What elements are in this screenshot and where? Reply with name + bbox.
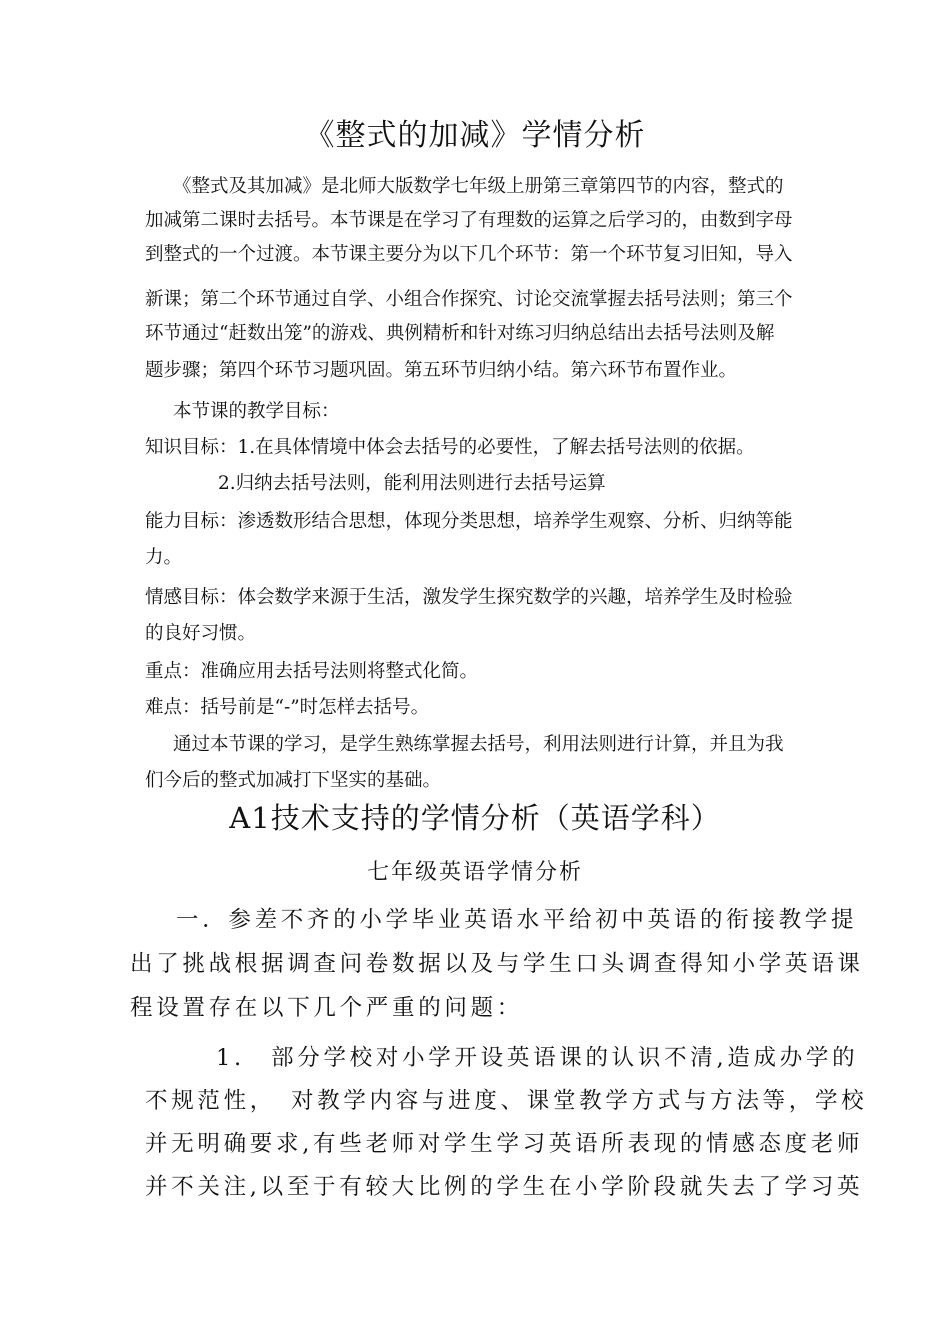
emotion-goal-line: 的良好习惯。	[145, 623, 257, 644]
intro-line: 环节通过“赶数出笼”的游戏、典例精析和针对练习归纳总结出去括号法则及解	[145, 323, 775, 344]
key-point: 重点：准确应用去括号法则将整式化简。	[145, 661, 479, 682]
section2-item1-line: 不规范性， 对教学内容与进度、课堂教学方式与方法等，学校	[145, 1088, 868, 1114]
intro-line: 新课；第二个环节通过自学、小组合作探究、讨论交流掌握去括号法则；第三个	[145, 289, 793, 310]
section2-subtitle: 七年级英语学情分析	[366, 860, 583, 885]
intro-line: 到整式的一个过渡。本节课主要分为以下几个环节：第一个环节复习旧知，导入	[145, 244, 793, 265]
section2-paragraph-line: 出了挑战根据调查问卷数据以及与学生口头调查得知小学英语课	[130, 951, 864, 977]
intro-line: 《整式及其加减》是北师大版数学七年级上册第三章第四节的内容，整式的	[173, 176, 784, 197]
section2-item1-line: 并不关注,以至于有较大比例的学生在小学阶段就失去了学习英	[145, 1174, 864, 1200]
section2-paragraph-line: 程设置存在以下几个严重的问题：	[130, 995, 524, 1021]
section2-item1-line: 并无明确要求,有些老师对学生学习英语所表现的情感态度老师	[145, 1131, 864, 1157]
section2-paragraph-line: 一．参差不齐的小学毕业英语水平给初中英语的衔接教学提	[176, 907, 858, 933]
intro-line: 题步骤；第四个环节习题巩固。第五环节归纳小结。第六环节布置作业。	[145, 360, 738, 381]
document-title: 《整式的加减》学情分析	[304, 118, 646, 153]
conclusion-line: 通过本节课的学习，是学生熟练掌握去括号，利用法则进行计算，并且为我	[173, 734, 784, 755]
ability-goal-line: 力。	[145, 547, 183, 568]
ability-goal-line: 能力目标：渗透数形结合思想，体现分类思想，培养学生观察、分析、归纳等能	[145, 511, 793, 532]
difficult-point: 难点：括号前是“-”时怎样去括号。	[145, 697, 430, 718]
emotion-goal-line: 情感目标：体会数学来源于生活，激发学生探究数学的兴趣，培养学生及时检验	[145, 587, 793, 608]
intro-line: 加减第二课时去括号。本节课是在学习了有理数的运算之后学习的，由数到字母	[145, 210, 793, 231]
section2-title: A1技术支持的学情分析（英语学科）	[229, 801, 721, 835]
goals-heading: 本节课的教学目标：	[173, 401, 340, 422]
section2-item1-line: 1. 部分学校对小学开设英语课的认识不清,造成办学的	[216, 1045, 859, 1071]
conclusion-line: 们今后的整式加减打下坚实的基础。	[145, 770, 442, 791]
knowledge-goal-1: 知识目标：1.在具体情境中体会去括号的必要性，了解去括号法则的依据。	[145, 437, 755, 458]
knowledge-goal-2: 2.归纳去括号法则，能利用法则进行去括号运算	[218, 473, 606, 494]
